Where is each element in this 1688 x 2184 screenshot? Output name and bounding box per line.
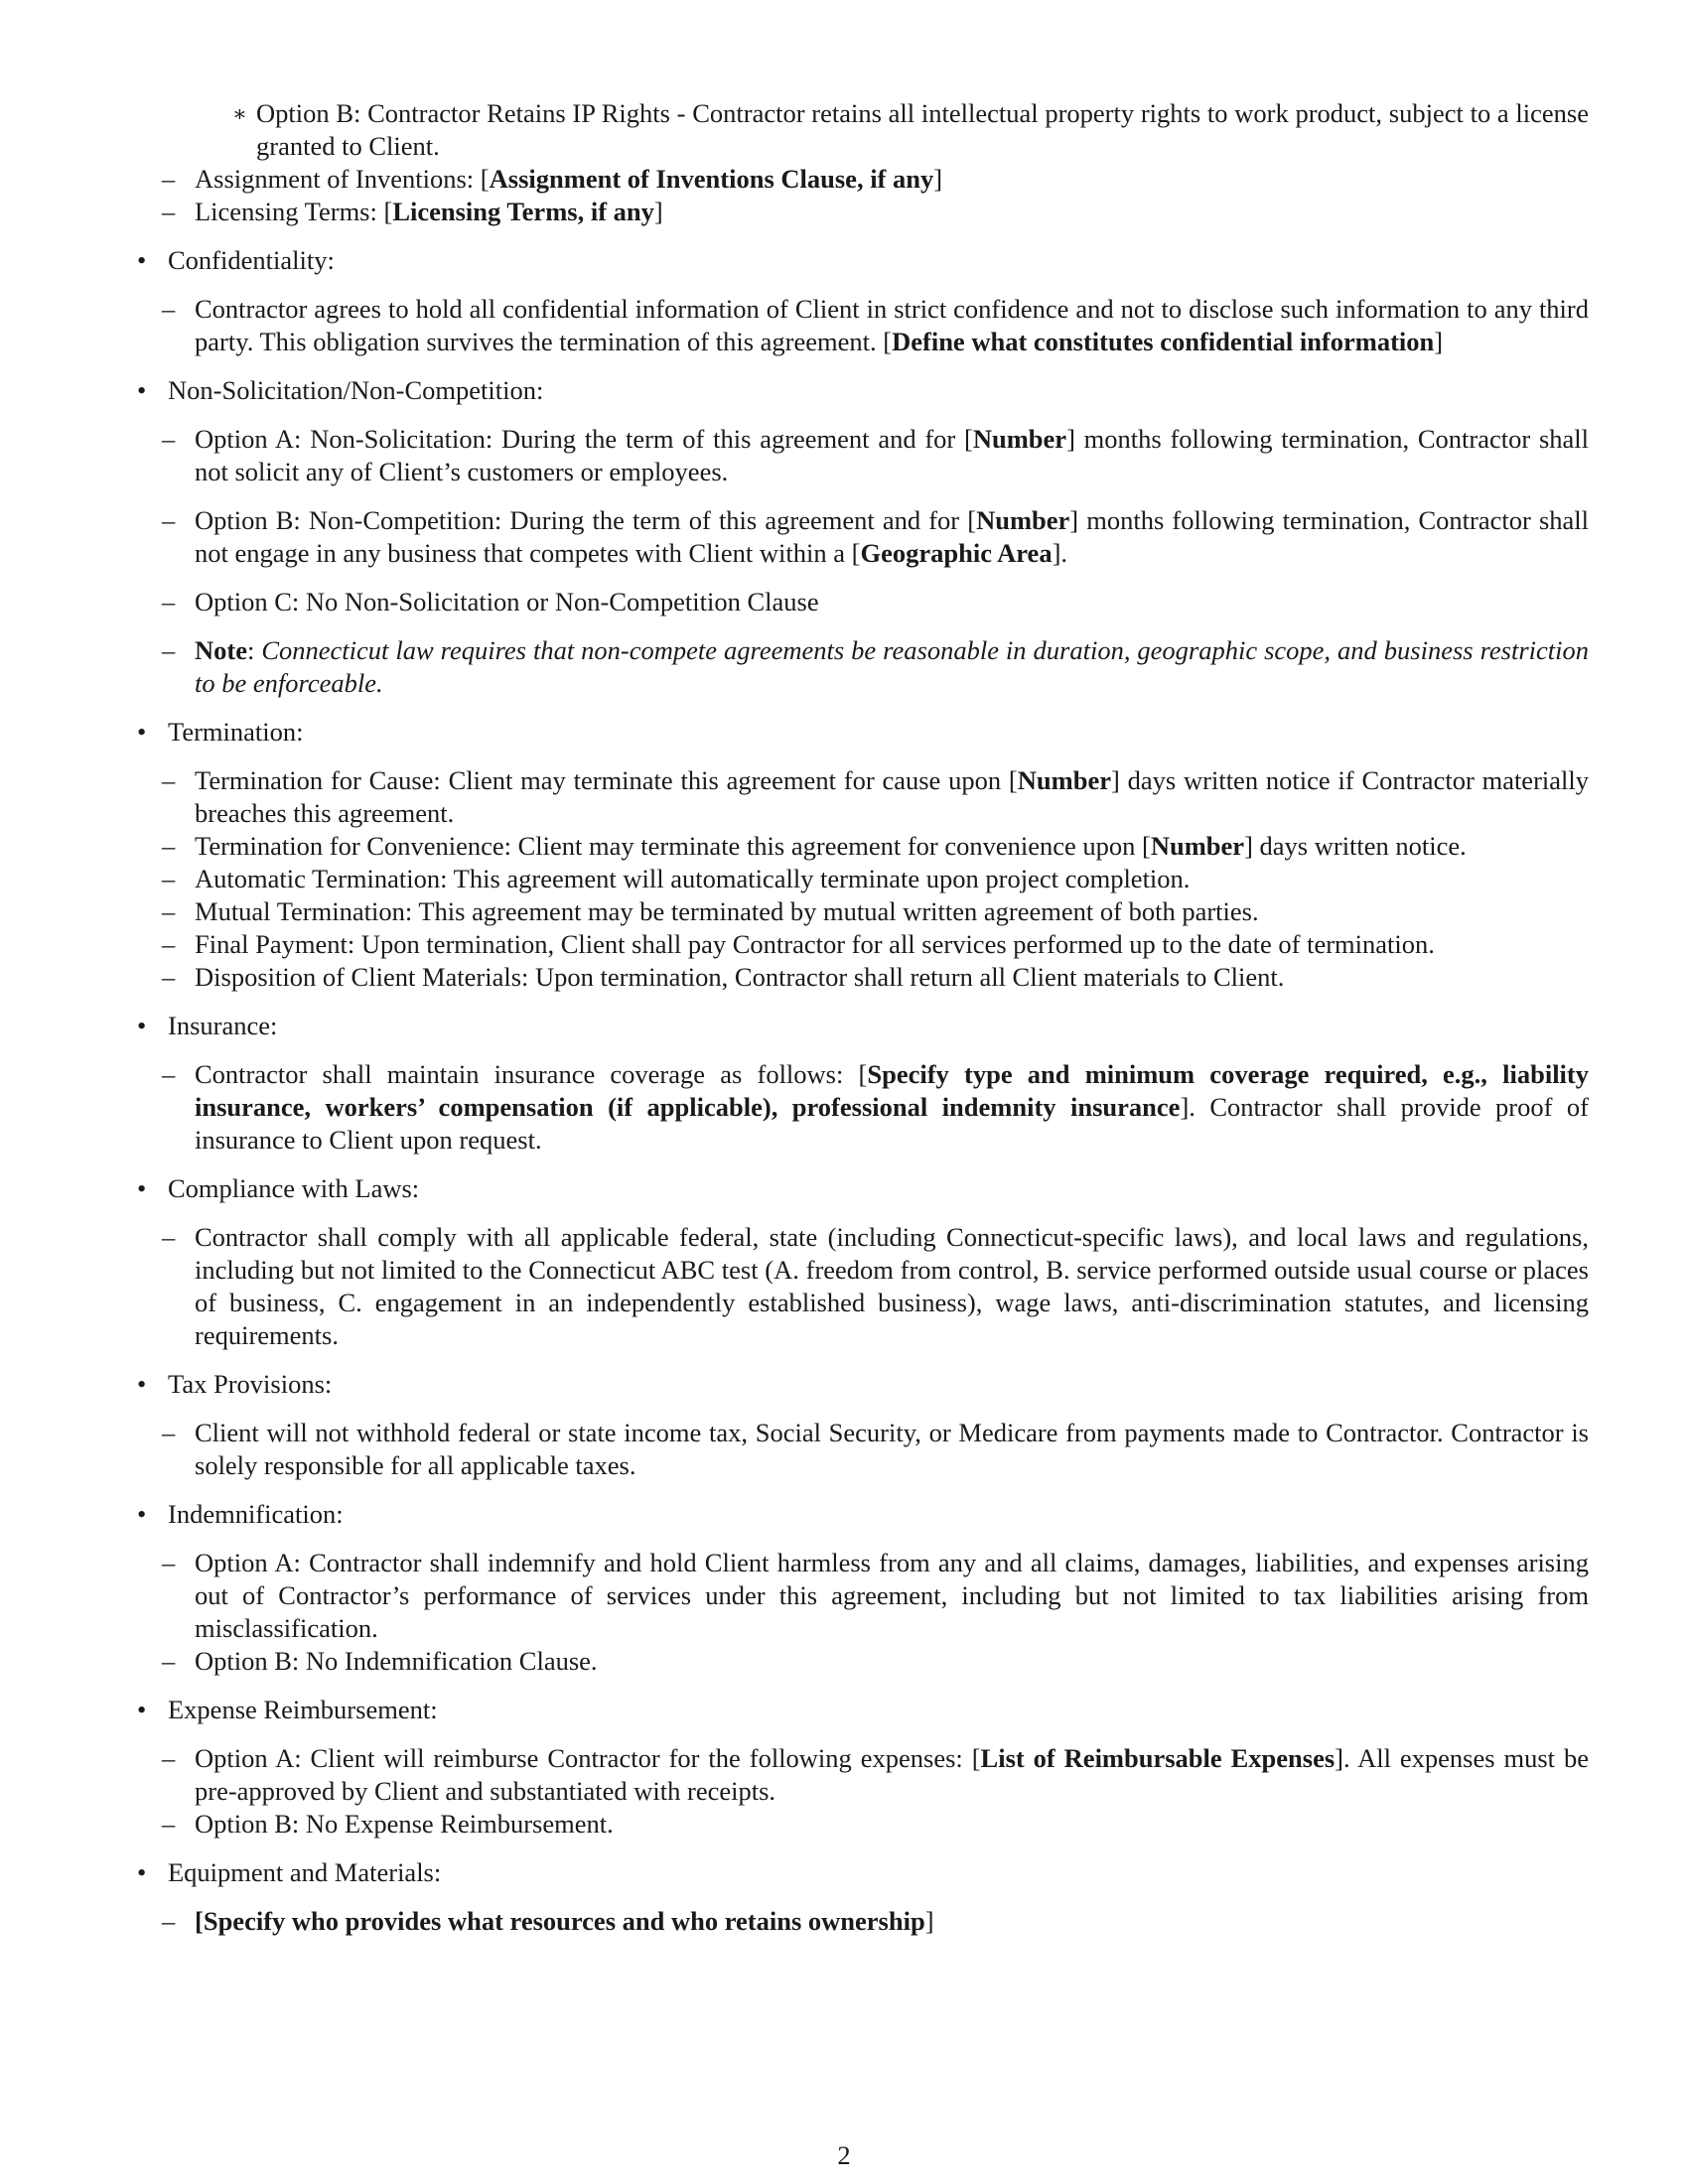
list-item-termination-for-cause [133, 764, 1589, 830]
page-number: 2 [837, 2140, 851, 2170]
section-heading: Compliance with Laws: [168, 1173, 420, 1203]
placeholder-field: Specify type and minimum coverage required, e.g., liability insurance, workers’ compensation (if applicable), professional indemnity insurance [195, 1059, 1589, 1122]
dash-marker: – [162, 864, 176, 893]
dash-marker: – [162, 424, 176, 454]
bullet-marker: • [137, 375, 147, 405]
item-text: Option C: No Non-Solicitation or Non-Competition Clause [195, 587, 819, 616]
dash-marker: – [162, 294, 176, 324]
section-tax [133, 1368, 1589, 1401]
item-text: Option A: Non-Solicitation: During the term of this agreement and for [ [195, 424, 973, 454]
item-text: Licensing Terms: [ [195, 197, 393, 226]
item-text: Option B: No Expense Reimbursement. [195, 1809, 614, 1839]
list-item-automatic-termination [133, 863, 1589, 895]
list-item-option-c [133, 586, 1589, 618]
section-heading: Termination: [168, 717, 304, 747]
list-item-equipment [133, 1905, 1589, 1938]
dash-marker: – [162, 1059, 176, 1089]
bullet-marker: • [137, 1011, 147, 1040]
dash-marker: – [162, 197, 176, 226]
list-item-compliance [133, 1221, 1589, 1352]
list-item-indemnification-option-a [133, 1547, 1589, 1645]
item-text: ] days written notice. [1244, 831, 1467, 861]
asterisk-marker: ∗ [232, 101, 247, 126]
placeholder-field: Specify who provides what resources and who retains ownership [203, 1906, 925, 1936]
bracket: ] [1434, 327, 1444, 356]
item-text: Automatic Termination: This agreement will automatically terminate upon project completion. [195, 864, 1191, 893]
item-text: Option B: Non-Competition: During the term of this agreement and for [ [195, 505, 977, 535]
section-confidentiality [133, 244, 1589, 277]
section-indemnification [133, 1498, 1589, 1531]
dash-marker: – [162, 1418, 176, 1447]
list-item-option-b-non-competition [133, 504, 1589, 570]
dash-marker: – [162, 1222, 176, 1252]
list-item-expense-option-a [133, 1742, 1589, 1808]
list-item-mutual-termination [133, 895, 1589, 928]
list-item-confidentiality [133, 293, 1589, 358]
item-text: Termination for Convenience: Client may terminate this agreement for convenience upon [ [195, 831, 1151, 861]
dash-marker: – [162, 587, 176, 616]
dash-marker: – [162, 1646, 176, 1676]
dash-marker: – [162, 765, 176, 795]
list-item-expense-option-b [133, 1808, 1589, 1841]
placeholder-field: Number [972, 424, 1067, 454]
bullet-marker: • [137, 1499, 147, 1529]
list-item-assignment-of-inventions [133, 163, 1589, 196]
bullet-marker: • [137, 1857, 147, 1887]
bullet-marker: • [137, 245, 147, 275]
placeholder-field: Define what constitutes confidential information [892, 327, 1435, 356]
list-item-option-a-non-solicitation [133, 423, 1589, 488]
document-body [133, 97, 1589, 1938]
item-text: Option A: Contractor shall indemnify and hold Client harmless from any and all claims, damages, liabilities, and expenses arising out of Contractor’s performance of services under this agreement, including but not limited to tax liabilities arising from misclassification. [195, 1548, 1589, 1643]
list-item-indemnification-option-b [133, 1645, 1589, 1678]
bullet-marker: • [137, 1369, 147, 1399]
section-compliance [133, 1172, 1589, 1205]
placeholder-field: Number [1150, 831, 1245, 861]
section-insurance [133, 1010, 1589, 1042]
placeholder-field: Licensing Terms, if any [392, 197, 654, 226]
item-text: Disposition of Client Materials: Upon termination, Contractor shall return all Client materials to Client. [195, 962, 1285, 992]
bracket: ] [933, 164, 943, 194]
dash-marker: – [162, 1809, 176, 1839]
item-text: Option A: Client will reimburse Contractor for the following expenses: [ [195, 1743, 981, 1773]
dash-marker: – [162, 1906, 176, 1936]
ip-continuation [133, 97, 1589, 228]
section-heading: Insurance: [168, 1011, 278, 1040]
dash-marker: – [162, 929, 176, 959]
placeholder-field: Number [1017, 765, 1111, 795]
dash-marker: – [162, 505, 176, 535]
section-non-solicitation [133, 374, 1589, 407]
placeholder-field: List of Reimbursable Expenses [980, 1743, 1336, 1773]
dash-marker: – [162, 831, 176, 861]
section-heading: Tax Provisions: [168, 1369, 333, 1399]
section-heading: Confidentiality: [168, 245, 335, 275]
placeholder-field: Number [976, 505, 1070, 535]
list-item-option-b-ip [133, 97, 1589, 163]
section-heading: Indemnification: [168, 1499, 344, 1529]
placeholder-field: Assignment of Inventions Clause, if any [489, 164, 934, 194]
item-text: Contractor shall comply with all applicable federal, state (including Connecticut-specific laws), and local laws and regulations, including but not limited to the Connecticut ABC test (A. freedom from control, B. service performed outside usual course or places of business, C. engagement in an independently established business), wage laws, anti-discrimination statutes, and licensing requirements. [195, 1222, 1589, 1350]
item-text: ]. [1052, 538, 1068, 568]
item-text: ] months following termination, Contractor shall not engage in any business that competes with Client within a [ [195, 505, 1589, 568]
section-termination [133, 716, 1589, 749]
list-item-termination-for-convenience [133, 830, 1589, 863]
bracket: [ [195, 1906, 204, 1936]
item-text: ] days written notice if Contractor materially breaches this agreement. [195, 765, 1589, 828]
bracket: ] [653, 197, 663, 226]
bullet-marker: • [137, 1695, 147, 1724]
item-text: Client will not withhold federal or state income tax, Social Security, or Medicare from payments made to Contractor. Contractor is solely responsible for all applicable taxes. [195, 1418, 1589, 1480]
placeholder-field: Geographic Area [860, 538, 1053, 568]
note-text: Connecticut law requires that non-compete agreements be reasonable in duration, geographic scope, and business restriction to be enforceable. [195, 635, 1589, 698]
section-equipment [133, 1856, 1589, 1889]
item-text: Mutual Termination: This agreement may be terminated by mutual written agreement of both parties. [195, 896, 1259, 926]
list-item-licensing-terms [133, 196, 1589, 228]
bracket: ] [924, 1906, 934, 1936]
dash-marker: – [162, 1548, 176, 1577]
item-text: Final Payment: Upon termination, Client shall pay Contractor for all services performed up to the date of termination. [195, 929, 1435, 959]
list-item-tax [133, 1417, 1589, 1482]
item-text: Option B: Contractor Retains IP Rights - Contractor retains all intellectual property rights to work product, subject to a license granted to Client. [256, 98, 1589, 161]
note-label: Note [195, 635, 247, 665]
item-text: ]. All expenses must be pre-approved by Client and substantiated with receipts. [195, 1743, 1590, 1806]
item-text: ]. Contractor shall provide proof of insurance to Client upon request. [195, 1092, 1589, 1155]
item-text: Contractor shall maintain insurance coverage as follows: [ [195, 1059, 868, 1089]
colon: : [246, 635, 255, 665]
list-item-insurance [133, 1058, 1589, 1157]
bullet-marker: • [137, 1173, 147, 1203]
section-expense [133, 1694, 1589, 1726]
dash-marker: – [162, 896, 176, 926]
dash-marker: – [162, 1743, 176, 1773]
item-text: Option B: No Indemnification Clause. [195, 1646, 598, 1676]
list-item-note [133, 634, 1589, 700]
section-heading: Non-Solicitation/Non-Competition: [168, 375, 544, 405]
list-item-final-payment [133, 928, 1589, 961]
item-text: Termination for Cause: Client may terminate this agreement for cause upon [ [195, 765, 1018, 795]
dash-marker: – [162, 164, 176, 194]
item-text: Assignment of Inventions: [ [195, 164, 490, 194]
dash-marker: – [162, 635, 176, 665]
list-item-disposition [133, 961, 1589, 994]
bullet-marker: • [137, 717, 147, 747]
dash-marker: – [162, 962, 176, 992]
item-text: Contractor agrees to hold all confidential information of Client in strict confidence and not to disclose such information to any third party. This obligation survives the termination of this agreement. [ [195, 294, 1589, 356]
section-heading: Equipment and Materials: [168, 1857, 442, 1887]
item-text: ] months following termination, Contractor shall not solicit any of Client’s customers or employees. [195, 424, 1590, 486]
section-heading: Expense Reimbursement: [168, 1695, 438, 1724]
